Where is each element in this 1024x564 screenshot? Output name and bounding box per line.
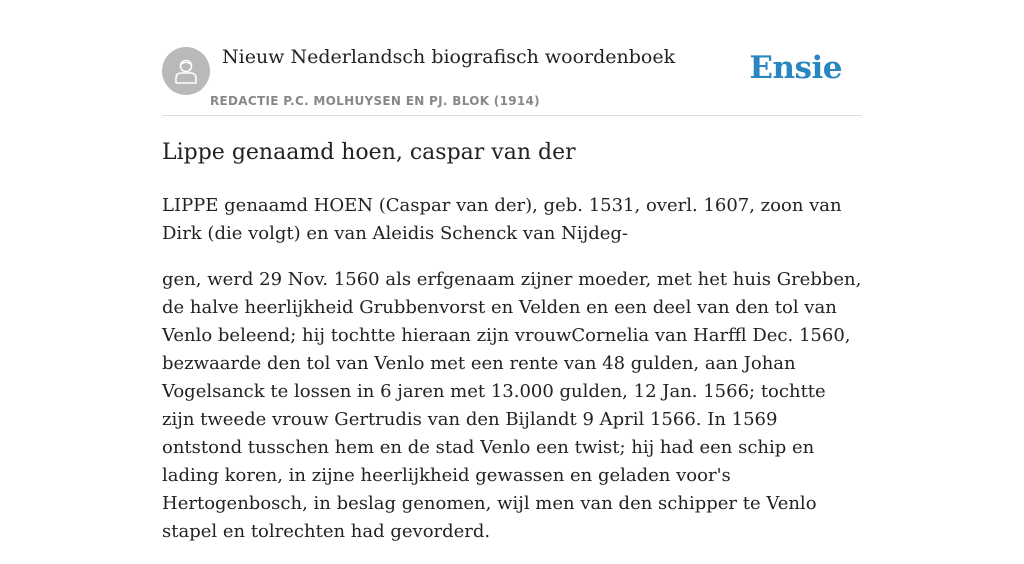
entry-body (162, 192, 862, 564)
entry-paragraph: gen, werd 29 Nov. 1560 als erfgenaam zijner moeder, met het huis Grebben, de halve heerlijkheid Grubbenvorst en Velden en een deel van den tol van Venlo beleend; hij tochtte hieraan zijn vrouwCornelia van Harffl Dec. 1560, bezwaarde den tol van Venlo met een rente van 48 gulden, aan Johan Vogelsanck te lossen in 6 jaren met 13.000 gulden, 12 Jan. 1566; tochtte zijn tweede vrouw Gertrudis van den Bijlandt 9 April 1566. In 1569 ontstond tusschen hem en de stad Venlo een twist; hij had een schip en lading koren, in zijne heerlijkheid gewassen en geladen voor's Hertogenbosch, in beslag genomen, wijl men van den schipper te Venlo stapel en tolrechten had gevorderd. (162, 269, 862, 542)
source-header (162, 44, 862, 116)
avatar (162, 47, 210, 95)
brand-logo[interactable]: Ensie (749, 50, 842, 86)
user-silhouette-icon (171, 56, 201, 86)
entry-title: Lippe genaamd hoen, caspar van der (162, 140, 576, 165)
entry-paragraph: LIPPE genaamd HOEN (Caspar van der), geb. 1531, overl. 1607, zoon van Dirk (die volgt) en van Aleidis Schenck van Nijdeg- (162, 195, 842, 244)
source-title[interactable]: Nieuw Nederlandsch biografisch woordenboek (222, 46, 676, 68)
source-authors: REDACTIE P.C. MOLHUYSEN EN PJ. BLOK (1914) (210, 94, 540, 108)
